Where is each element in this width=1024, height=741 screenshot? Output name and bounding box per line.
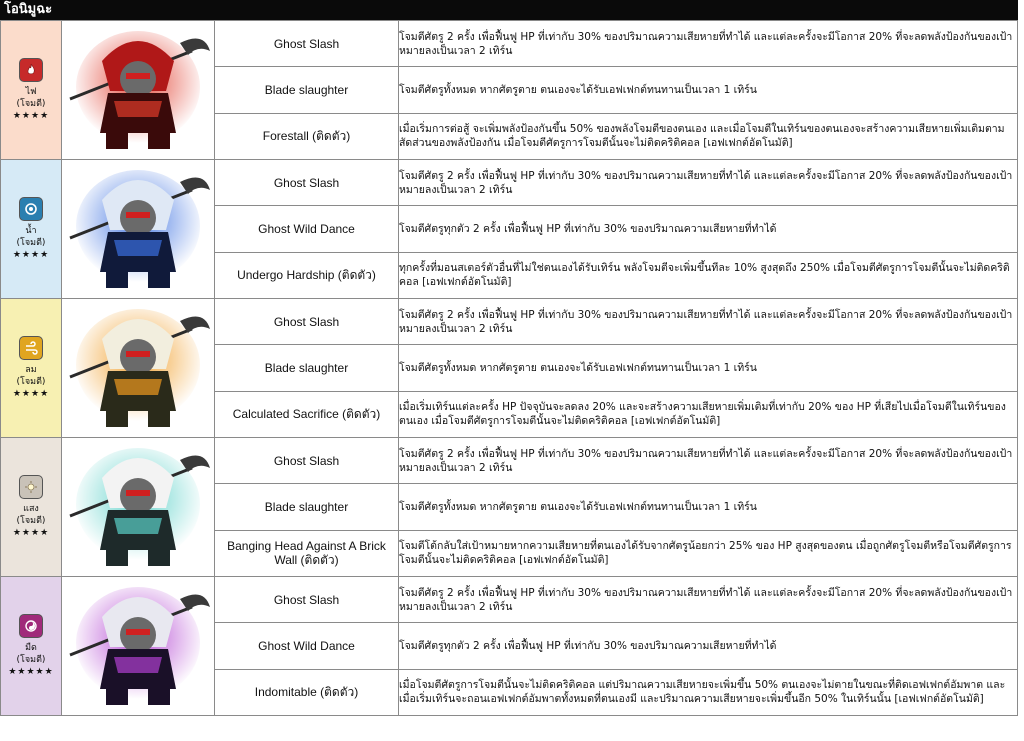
page-title: โอนิมูฉะ (0, 0, 1018, 20)
monster-portrait-wind (62, 299, 215, 438)
role-label: (โจมตี) (16, 238, 46, 248)
monster-portrait-light (62, 438, 215, 577)
star-rating: ★★★★ (12, 528, 50, 538)
element-cell-water (1, 160, 62, 299)
element-cell-dark (1, 577, 62, 716)
wind-icon (19, 336, 43, 360)
skill-description: เมื่อเริ่มเทิร์นแต่ละครั้ง HP ปัจจุบันจะลดลง 20% และจะสร้างความเสียหายเพิ่มเติมที่เท่ากับ 20% ของ HP ที่เสียไปเมื่อโจมตีในเทิร์นของตนเอง เมื่อโจมตีศัตรูการโจมตีนั้นจะไม่ติดคริติคอล [เอฟเฟกต์อัตโนมัติ] (399, 391, 1018, 437)
skill-name: Blade slaughter (215, 345, 399, 391)
fire-icon (19, 58, 43, 82)
skill-description: โจมตีศัตรู 2 ครั้ง เพื่อฟื้นฟู HP ที่เท่ากับ 30% ของปริมาณความเสียหายที่ทำได้ และแต่ละครั้งจะมีโอกาส 20% ที่จะลดพลังป้องกันของเป้าหมายลงเป็นเวลา 2 เทิร์น (399, 160, 1018, 206)
star-rating: ★★★★ (12, 389, 50, 399)
element-cell-light (1, 438, 62, 577)
skill-name: Forestall (ติดตัว) (215, 113, 399, 159)
skill-description: โจมตีศัตรูทุกตัว 2 ครั้ง เพื่อฟื้นฟู HP ที่เท่ากับ 30% ของปริมาณความเสียหายที่ทำได้ (399, 206, 1018, 252)
star-rating: ★★★★ (12, 111, 50, 121)
skill-name: Calculated Sacrifice (ติดตัว) (215, 391, 399, 437)
skill-name: Ghost Slash (215, 438, 399, 484)
monster-portrait-dark (62, 577, 215, 716)
skill-description: โจมตีศัตรูทุกตัว 2 ครั้ง เพื่อฟื้นฟู HP ที่เท่ากับ 30% ของปริมาณความเสียหายที่ทำได้ (399, 623, 1018, 669)
skill-description: เมื่อโจมตีศัตรูการโจมตีนั้นจะไม่ติดคริติคอล แต่ปริมาณความเสียหายจะเพิ่มขึ้น 50% ตนเองจะไม่ตายในขณะที่ติดเอฟเฟกต์อัมพาต และเมื่อเริ่มเทิร์นจะถอนเอฟเฟกต์อัมพาตทั้งหมดที่ตนเองมี และปริมาณความเสียหายจะเพิ่มขึ้นอีก 50% ในเทิร์นนั้น [เอฟเฟกต์อัตโนมัติ] (399, 669, 1018, 715)
table-row (1, 299, 1018, 345)
skill-description: โจมตีศัตรูทั้งหมด หากศัตรูตาย ตนเองจะได้รับเอฟเฟกต์ทนทานเป็นเวลา 1 เทิร์น (399, 345, 1018, 391)
skill-name: Ghost Slash (215, 577, 399, 623)
skill-name: Ghost Slash (215, 21, 399, 67)
table-row (1, 160, 1018, 206)
role-label: (โจมตี) (16, 655, 46, 665)
skill-description: ทุกครั้งที่มอนสเตอร์ตัวอื่นที่ไม่ใช่ตนเองได้รับเทิร์น พลังโจมตีจะเพิ่มขึ้นทีละ 10% สูงสุดถึง 250% เมื่อโจมตีศัตรูการโจมตีนั้นจะไม่ติดคริติคอล [เอฟเฟกต์อัตโนมัติ] (399, 252, 1018, 298)
table-row (1, 438, 1018, 484)
element-label: ไฟ (25, 87, 37, 97)
skill-name: Banging Head Against A Brick Wall (ติดตัว) (215, 530, 399, 576)
monster-portrait-water (62, 160, 215, 299)
skill-description: เมื่อเริ่มการต่อสู้ จะเพิ่มพลังป้องกันขึ้น 50% ของพลังโจมตีของตนเอง และเมื่อโจมตีในเทิร์นของตนเองจะสร้างความเสียหายเพิ่มเติมตามสัดส่วนของพลังป้องกัน เมื่อโจมตีศัตรูการโจมตีนั้นจะไม่ติดคริติคอล [เอฟเฟกต์อัตโนมัติ] (399, 113, 1018, 159)
element-label: มืด (25, 643, 37, 653)
monster-portrait-fire (62, 21, 215, 160)
skill-description: โจมตีโต้กลับใส่เป้าหมายหากความเสียหายที่ตนเองได้รับจากศัตรูน้อยกว่า 25% ของ HP สูงสุดของตน เมื่อถูกศัตรูโจมตีหรือโจมตีศัตรูการโจมตีนั้นจะไม่ติดคริติคอล [เอฟเฟกต์อัตโนมัติ] (399, 530, 1018, 576)
skill-name: Ghost Wild Dance (215, 623, 399, 669)
water-icon (19, 197, 43, 221)
table-row (1, 577, 1018, 623)
skill-description: โจมตีศัตรู 2 ครั้ง เพื่อฟื้นฟู HP ที่เท่ากับ 30% ของปริมาณความเสียหายที่ทำได้ และแต่ละครั้งจะมีโอกาส 20% ที่จะลดพลังป้องกันของเป้าหมายลงเป็นเวลา 2 เทิร์น (399, 21, 1018, 67)
skill-description: โจมตีศัตรู 2 ครั้ง เพื่อฟื้นฟู HP ที่เท่ากับ 30% ของปริมาณความเสียหายที่ทำได้ และแต่ละครั้งจะมีโอกาส 20% ที่จะลดพลังป้องกันของเป้าหมายลงเป็นเวลา 2 เทิร์น (399, 299, 1018, 345)
element-label: ลม (25, 365, 37, 375)
role-label: (โจมตี) (16, 377, 46, 387)
light-icon (19, 475, 43, 499)
skill-description: โจมตีศัตรู 2 ครั้ง เพื่อฟื้นฟู HP ที่เท่ากับ 30% ของปริมาณความเสียหายที่ทำได้ และแต่ละครั้งจะมีโอกาส 20% ที่จะลดพลังป้องกันของเป้าหมายลงเป็นเวลา 2 เทิร์น (399, 438, 1018, 484)
star-rating: ★★★★★ (8, 667, 54, 677)
dark-icon (19, 614, 43, 638)
role-label: (โจมตี) (16, 516, 46, 526)
role-label: (โจมตี) (16, 99, 46, 109)
skill-name: Blade slaughter (215, 484, 399, 530)
skill-description: โจมตีศัตรูทั้งหมด หากศัตรูตาย ตนเองจะได้รับเอฟเฟกต์ทนทานเป็นเวลา 1 เทิร์น (399, 67, 1018, 113)
skill-description: โจมตีศัตรู 2 ครั้ง เพื่อฟื้นฟู HP ที่เท่ากับ 30% ของปริมาณความเสียหายที่ทำได้ และแต่ละครั้งจะมีโอกาส 20% ที่จะลดพลังป้องกันของเป้าหมายลงเป็นเวลา 2 เทิร์น (399, 577, 1018, 623)
skill-name: Ghost Slash (215, 299, 399, 345)
element-label: น้ำ (25, 226, 37, 236)
skill-name: Blade slaughter (215, 67, 399, 113)
skill-name: Indomitable (ติดตัว) (215, 669, 399, 715)
skill-name: Undergo Hardship (ติดตัว) (215, 252, 399, 298)
skills-table (0, 20, 1018, 716)
element-cell-wind (1, 299, 62, 438)
star-rating: ★★★★ (12, 250, 50, 260)
table-row (1, 21, 1018, 67)
element-cell-fire (1, 21, 62, 160)
skill-description: โจมตีศัตรูทั้งหมด หากศัตรูตาย ตนเองจะได้รับเอฟเฟกต์ทนทานเป็นเวลา 1 เทิร์น (399, 484, 1018, 530)
skill-name: Ghost Slash (215, 160, 399, 206)
element-label: แสง (23, 504, 39, 514)
skill-name: Ghost Wild Dance (215, 206, 399, 252)
